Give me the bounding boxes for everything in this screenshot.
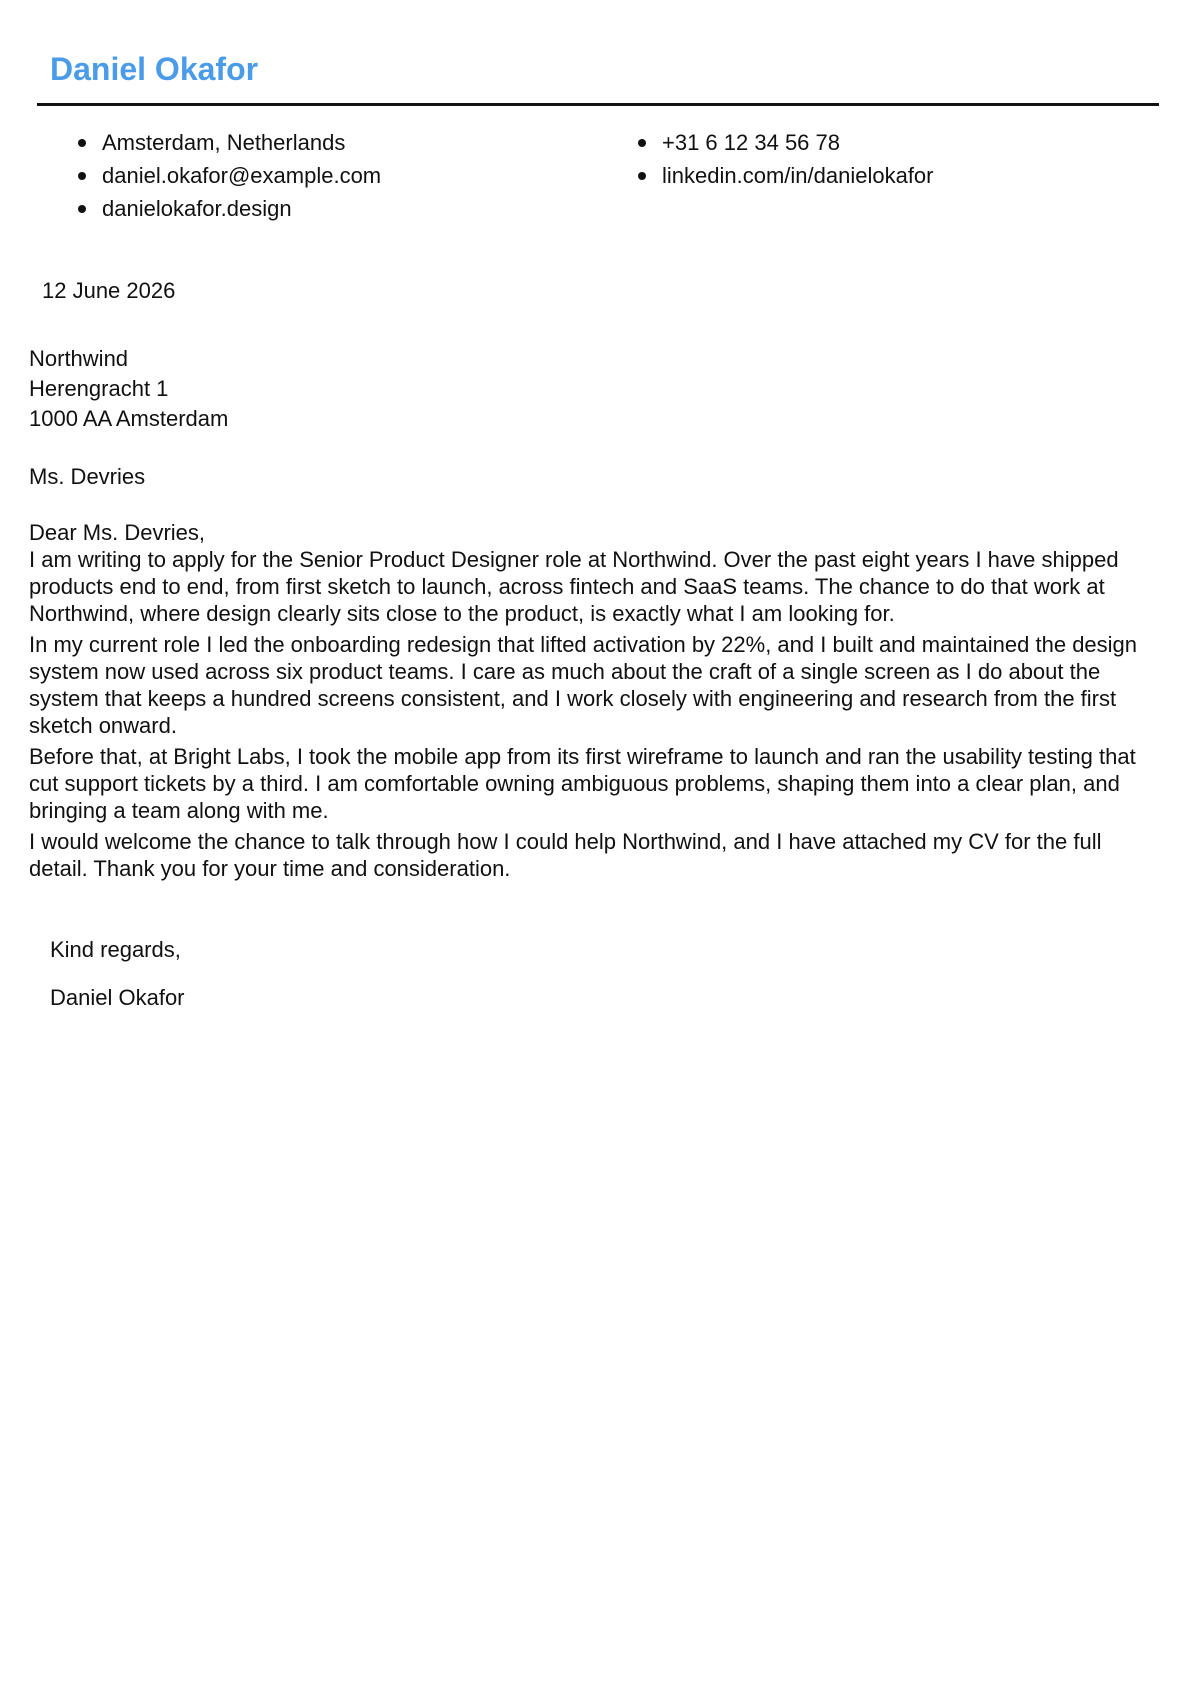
contact-list-left [78, 126, 381, 225]
addressee: Ms. Devries [29, 464, 146, 489]
contact-phone: +31 6 12 34 56 78 [638, 126, 934, 159]
letter-date: 12 June 2026 [42, 278, 176, 303]
letter-body [29, 519, 1154, 886]
contact-linkedin: linkedin.com/in/danielokafor [638, 159, 934, 192]
contact-email: daniel.okafor@example.com [78, 159, 381, 192]
contact-list-right [638, 126, 934, 192]
contact-location: Amsterdam, Netherlands [78, 126, 381, 159]
sender-name: Daniel Okafor [50, 51, 259, 87]
recipient-company: Northwind [29, 346, 129, 371]
contact-website: danielokafor.design [78, 192, 381, 225]
salutation: Dear Ms. Devries, [29, 520, 206, 545]
recipient-city: 1000 AA Amsterdam [29, 406, 229, 431]
body-paragraph-1: I am writing to apply for the Senior Product Designer role at Northwind. Over the past eight years I have shipped products end to end, from first sketch to launch, across fintech and SaaS teams. The chance to do that work at Northwind, where design clearly sits close to the product, is exactly what I am looking for. [29, 547, 1119, 626]
signature-name: Daniel Okafor [50, 985, 185, 1010]
body-paragraph-2: In my current role I led the onboarding redesign that lifted activation by 22%, and I built and maintained the design system now used across six product teams. I care as much about the craft of a single screen as I do about the system that keeps a hundred screens consistent, and I work closely with engineering and research from the first sketch onward. [29, 632, 1138, 738]
recipient-street: Herengracht 1 [29, 376, 169, 401]
body-paragraph-4: I would welcome the chance to talk through how I could help Northwind, and I have attached my CV for the full detail. Thank you for your time and consideration. [29, 829, 1102, 881]
body-paragraph-3: Before that, at Bright Labs, I took the mobile app from its first wireframe to launch and ran the usability testing that cut support tickets by a third. I am comfortable owning ambiguous problems, shaping them into a clear plan, and bringing a team along with me. [29, 744, 1136, 823]
closing: Kind regards, [50, 937, 181, 962]
header-divider [37, 103, 1159, 106]
recipient-address [29, 344, 228, 434]
